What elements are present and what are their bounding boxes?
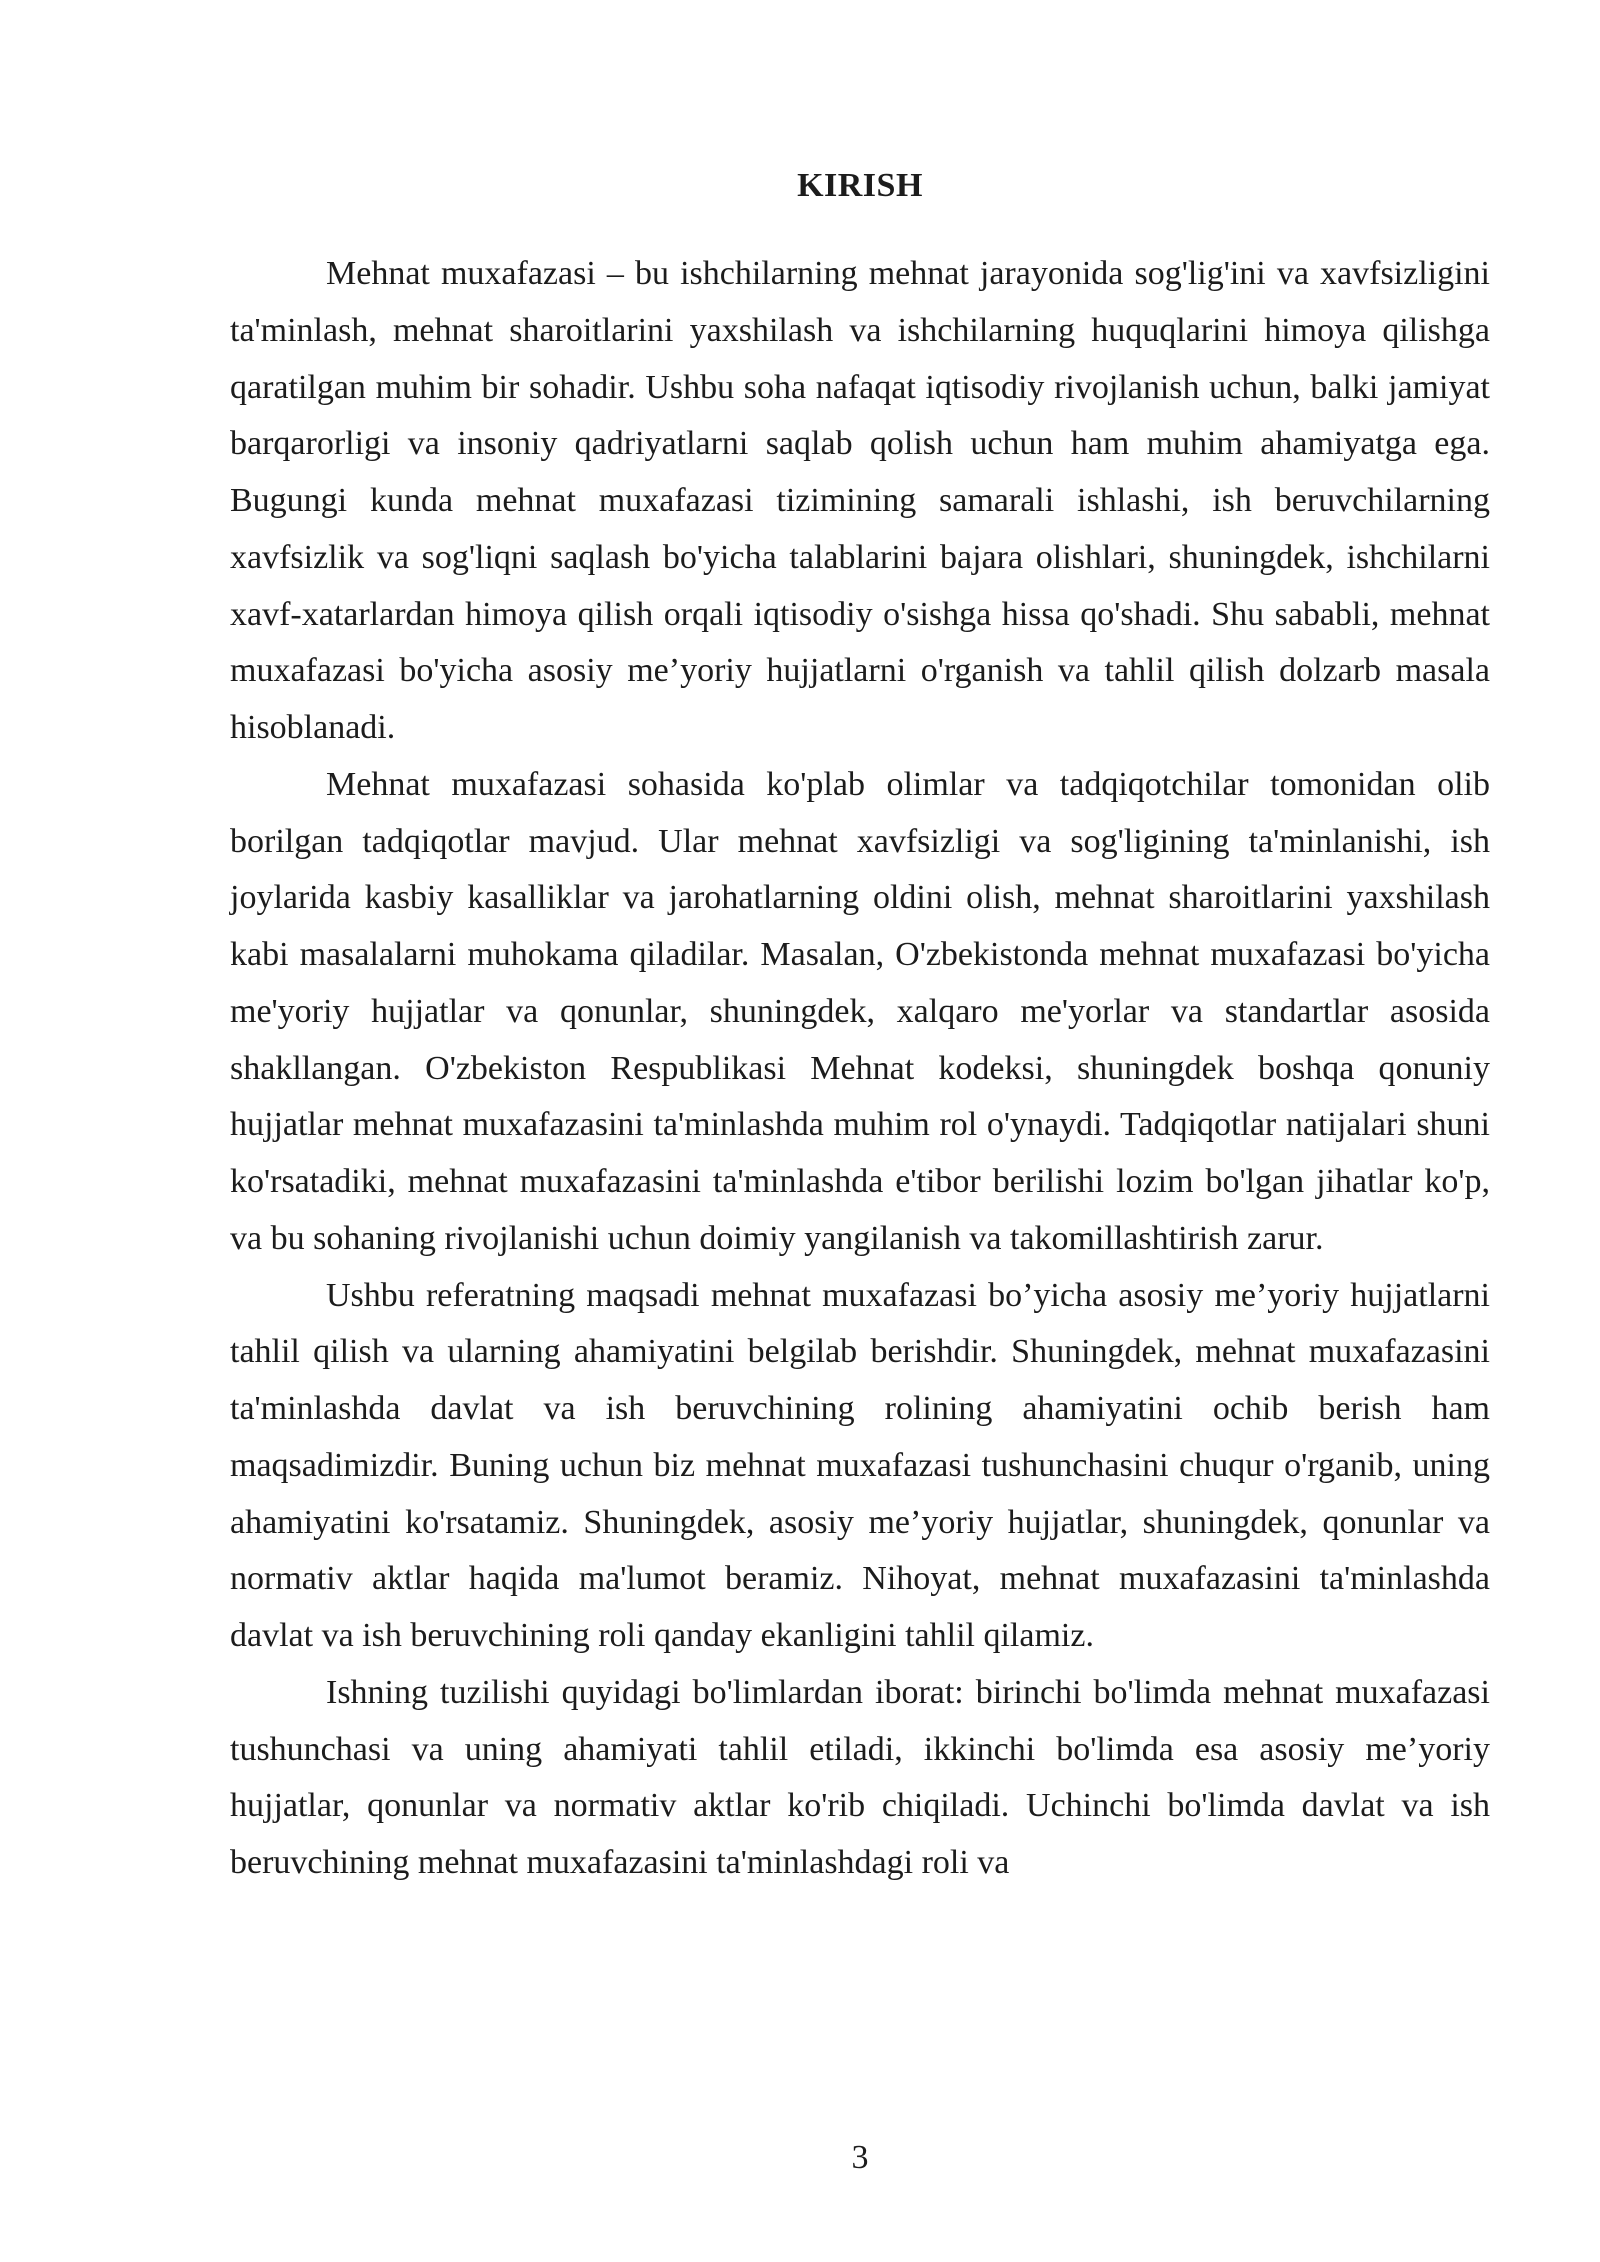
section-title: KIRISH xyxy=(797,167,923,204)
paragraph: Ushbu referatning maqsadi mehnat muxafazasi bo’yicha asosiy me’yoriy hujjatlarni tahlil qilish va ularning ahamiyatini belgilab berishdir. Shuningdek, mehnat muxafazasini ta'minlashda davlat va ish beruvchining rolining ahamiyatini ochib berish ham maqsadimizdir. Buning uchun biz mehnat muxafazasi tushunchasini chuqur o'rganib, uning ahamiyatini ko'rsatamiz. Shuningdek, asosiy me’yoriy hujjatlar, shuningdek, qonunlar va normativ aktlar haqida ma'lumot beramiz. Nihoyat, mehnat muxafazasini ta'minlashda davlat va ish beruvchining roli qanday ekanligini tahlil qilamiz. xyxy=(230,1276,1490,1654)
paragraph: Ishning tuzilishi quyidagi bo'limlardan iborat: birinchi bo'limda mehnat muxafazasi tushunchasi va uning ahamiyati tahlil etiladi, ikkinchi bo'limda esa asosiy me’yoriy hujjatlar, qonunlar va normativ aktlar ko'rib chiqiladi. Uchinchi bo'limda davlat va ish beruvchining mehnat muxafazasini ta'minlashdagi roli va xyxy=(230,1673,1490,1881)
paragraph: Mehnat muxafazasi – bu ishchilarning mehnat jarayonida sog'lig'ini va xavfsizligini ta'minlash, mehnat sharoitlarini yaxshilash va ishchilarning huquqlarini himoya qilishga qaratilgan muhim bir sohadir. Ushbu soha nafaqat iqtisodiy rivojlanish uchun, balki jamiyat barqarorligi va insoniy qadriyatlarni saqlab qolish uchun ham muhim ahamiyatga ega. Bugungi kunda mehnat muxafazasi tizimining samarali ishlashi, ish beruvchilarning xavfsizlik va sog'liqni saqlash bo'yicha talablarini bajara olishlari, shuningdek, ishchilarni xavf-xatarlardan himoya qilish orqali iqtisodiy o'sishga hissa qo'shadi. Shu sababli, mehnat muxafazasi bo'yicha asosiy me’yoriy hujjatlarni o'rganish va tahlil qilish dolzarb masala hisoblanadi. xyxy=(230,255,1490,746)
page-number: 3 xyxy=(851,2139,869,2176)
body-text xyxy=(230,246,1490,1892)
paragraph: Mehnat muxafazasi sohasida ko'plab olimlar va tadqiqotchilar tomonidan olib borilgan tadqiqotlar mavjud. Ular mehnat xavfsizligi va sog'ligining ta'minlanishi, ish joylarida kasbiy kasalliklar va jarohatlarning oldini olish, mehnat sharoitlarini yaxshilash kabi masalalarni muhokama qiladilar. Masalan, O'zbekistonda mehnat muxafazasi bo'yicha me'yoriy hujjatlar va qonunlar, shuningdek, xalqaro me'yorlar va standartlar asosida shakllangan. O'zbekiston Respublikasi Mehnat kodeksi, shuningdek boshqa qonuniy hujjatlar mehnat muxafazasini ta'minlashda muhim rol o'ynaydi. Tadqiqotlar natijalari shuni ko'rsatadiki, mehnat muxafazasini ta'minlashda e'tibor berilishi lozim bo'lgan jihatlar ko'p, va bu sohaning rivojlanishi uchun doimiy yangilanish va takomillashtirish zarur. xyxy=(230,765,1490,1257)
